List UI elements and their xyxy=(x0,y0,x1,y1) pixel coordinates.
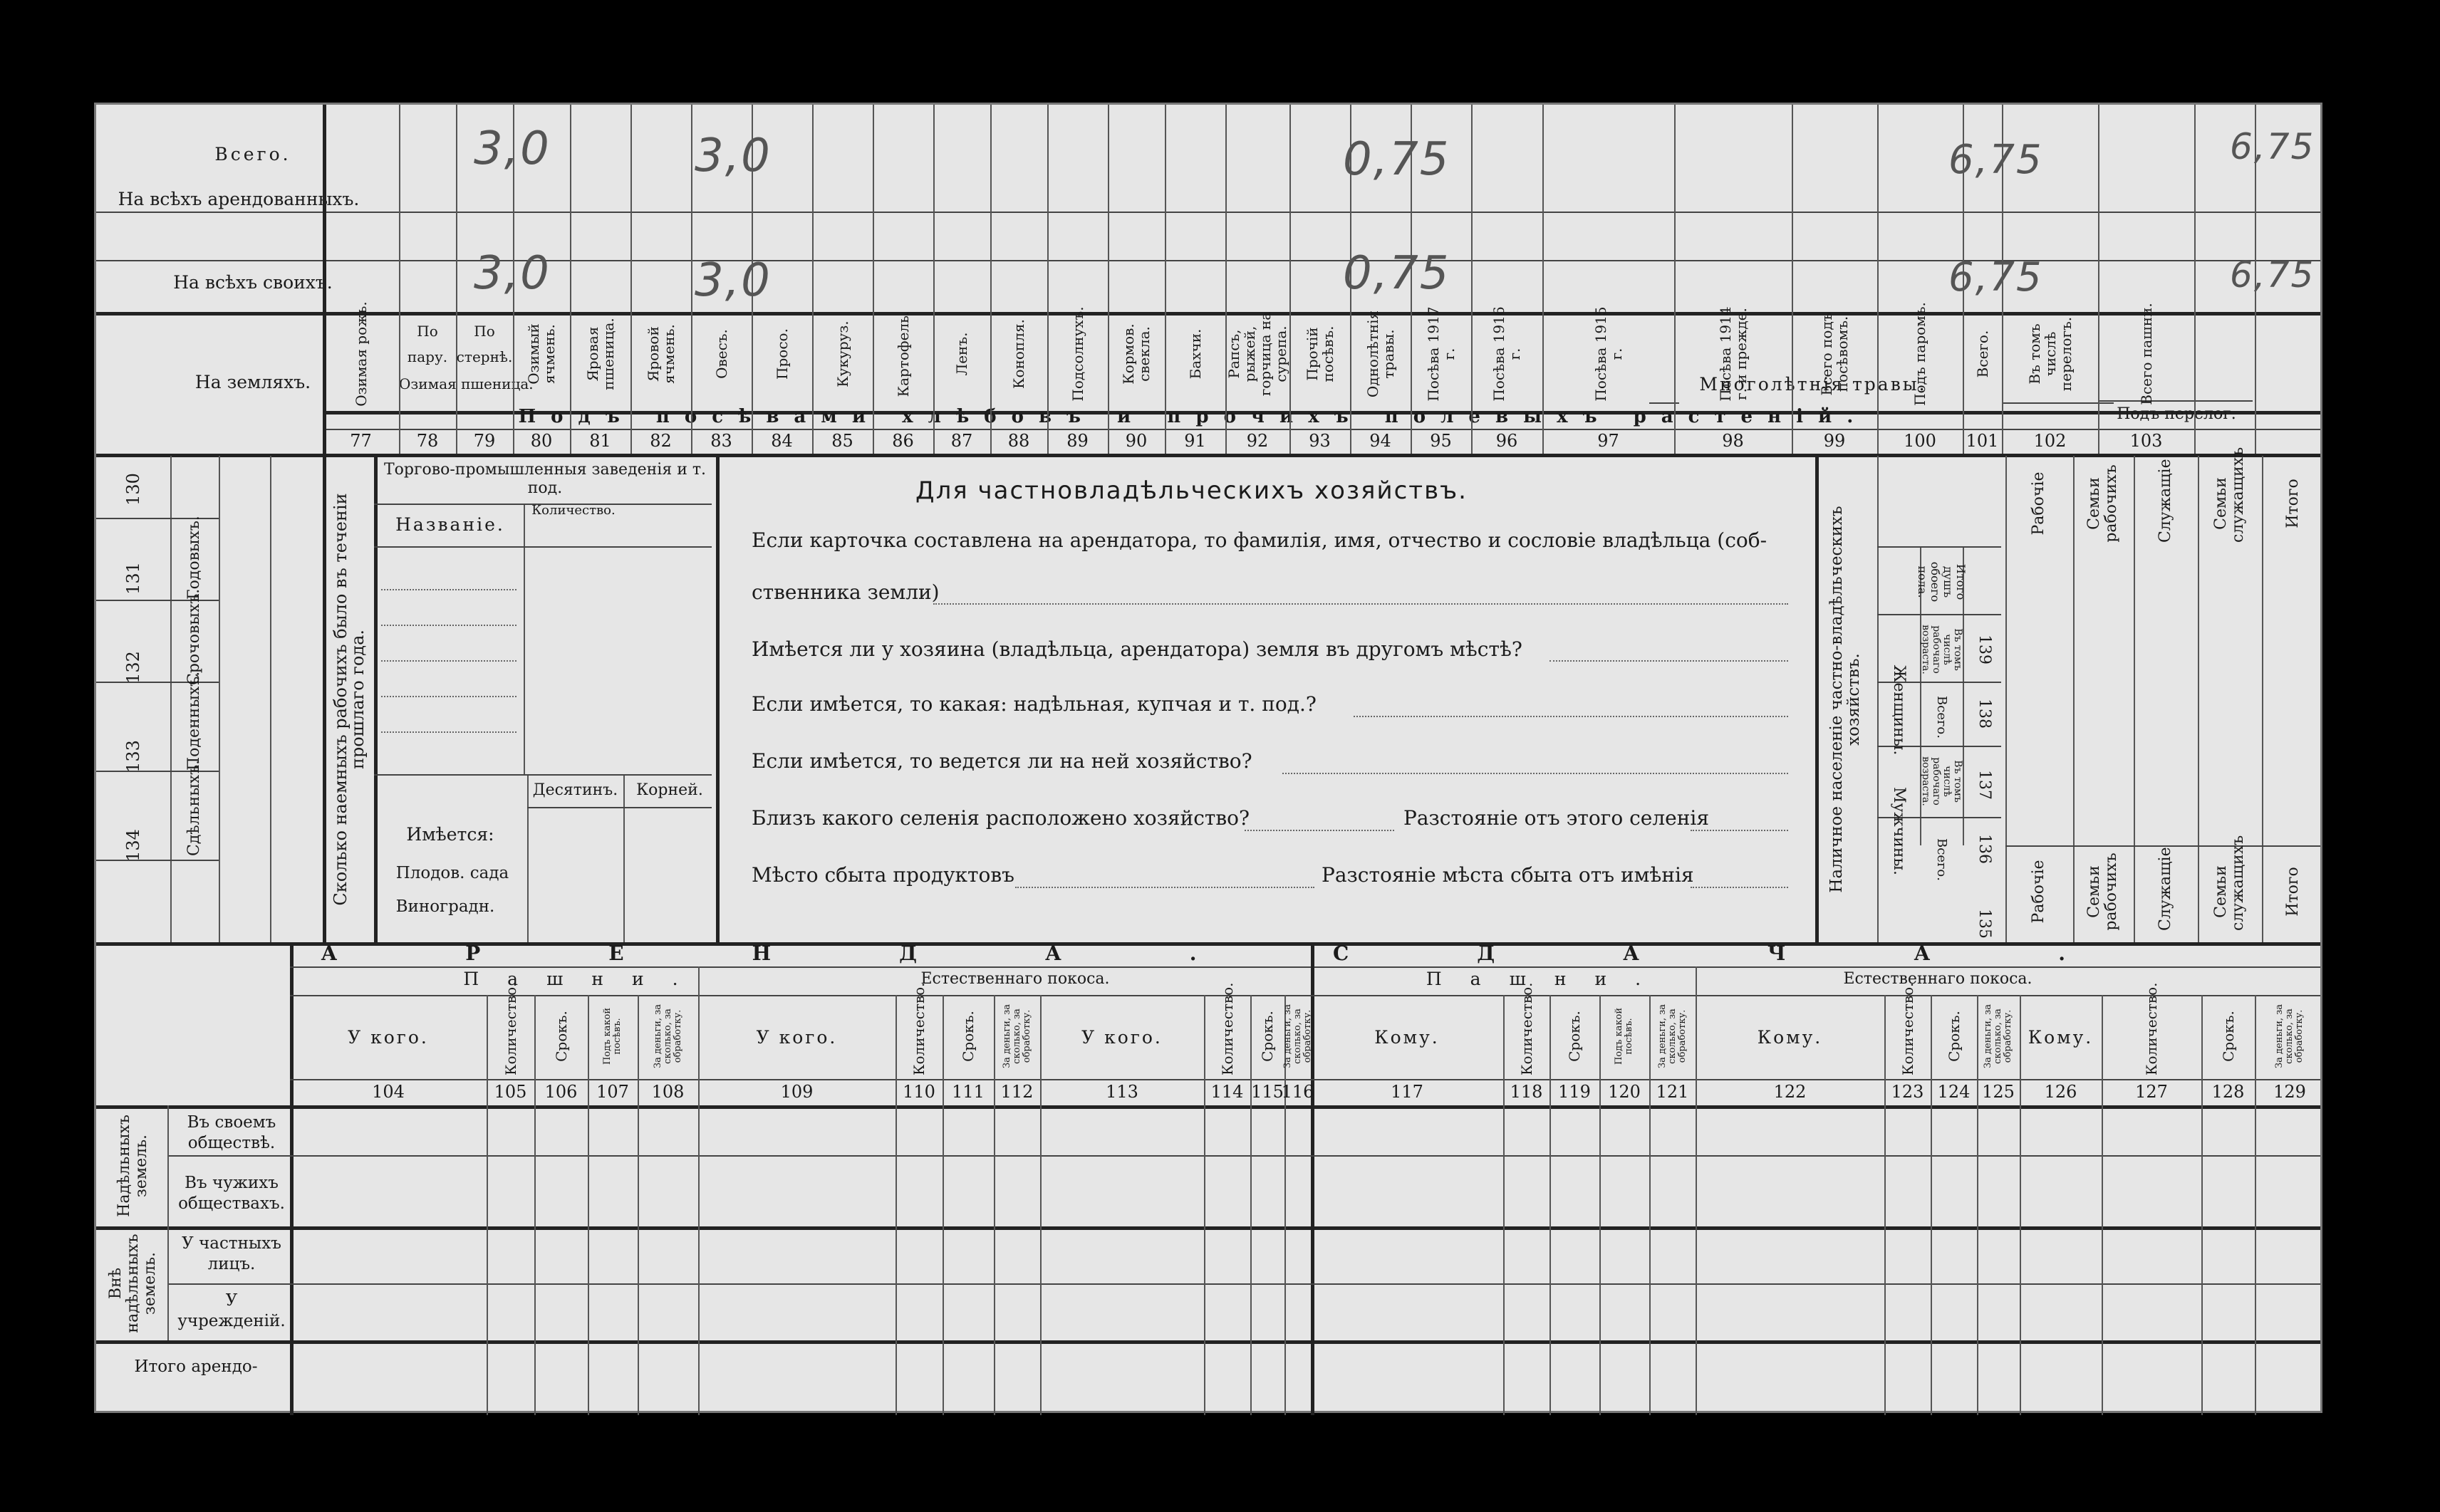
lease-number-120: 120 xyxy=(1608,1082,1641,1102)
grid-line xyxy=(513,105,514,454)
worker-type-1: Срочовыхъ. xyxy=(185,588,203,685)
row-rented-label: На всѣхъ арендованныхъ. xyxy=(118,189,360,209)
grid-line xyxy=(1696,995,1697,1415)
grid-line xyxy=(2201,995,2203,1415)
grid-line xyxy=(1165,105,1166,454)
row-own-label: На всѣхъ своихъ. xyxy=(173,272,333,293)
crop-number-92: 92 xyxy=(1246,431,1269,451)
trade-name-header: Названiе. xyxy=(395,514,505,535)
lease-number-113: 113 xyxy=(1106,1082,1138,1102)
hired-workers-label: Сколько наемныхъ рабочихъ было въ теченiи прошлаго года. xyxy=(331,493,368,906)
trade-desyatin-header: Десятинъ. xyxy=(532,781,618,799)
grid-line xyxy=(943,995,944,1415)
grid-line xyxy=(2102,995,2103,1415)
crop-label-21: Посѣва 1914 г. и прежде. xyxy=(1716,306,1750,402)
men-total-label: Всего. xyxy=(1934,838,1949,881)
crop-label-24: Всего. xyxy=(1973,330,1991,378)
lease-number-106: 106 xyxy=(544,1082,578,1102)
grid-line xyxy=(1649,995,1651,1415)
grid-line xyxy=(1877,105,1879,454)
crop-number-99: 99 xyxy=(1823,431,1846,451)
women-total-label: Всего. xyxy=(1934,696,1949,739)
hw-81-own: 3,0 xyxy=(695,254,772,307)
crop-label-14: Бахчи. xyxy=(1186,328,1204,380)
pop-number-136: 136 xyxy=(1976,834,1993,864)
row-group-vne: Внѣ надѣльныхъ земель. xyxy=(107,1234,159,1333)
crop-number-90: 90 xyxy=(1125,431,1148,451)
grid-line xyxy=(1549,995,1551,1415)
hw-99-own: 6,75 xyxy=(1948,254,2043,301)
private-title: Для частновладѣльческихъ хозяйствъ. xyxy=(915,476,1468,505)
lease-header-108: За деньги, за сколько, за обработку. xyxy=(652,1004,683,1069)
hw-78-total: 3,0 xyxy=(474,122,551,175)
lease-header-110: Количество. xyxy=(910,982,928,1075)
hw-91-own: 0,75 xyxy=(1343,247,1450,300)
grid-line xyxy=(1599,995,1601,1415)
grid-line xyxy=(630,105,632,454)
worker-number-134: 134 xyxy=(123,829,143,862)
population-label: Наличное населенiе частно-владѣльческихъ хозяйствъ. xyxy=(1827,506,1863,893)
lease-header-113: У кого. xyxy=(1081,1027,1163,1048)
women-workers-label: Въ томъ числѣ рабочаго возраста. xyxy=(1920,625,1963,674)
crop-number-96: 96 xyxy=(1495,431,1518,451)
q-owner-b: ственника земли) xyxy=(752,580,940,604)
fallow-label: Подъ перелог. xyxy=(2117,405,2236,423)
lease-number-105: 105 xyxy=(494,1082,527,1102)
vineyards-label: Виноградн. xyxy=(395,897,495,916)
crop-label-4: Яровая пшеница. xyxy=(583,318,617,390)
crop-label-12: Подсолнухъ. xyxy=(1069,306,1086,402)
pop-group-bottom-1: Семьи рабочихъ xyxy=(2085,853,2120,931)
worker-number-132: 132 xyxy=(123,651,143,684)
trade-has-label: Имѣется: xyxy=(406,824,494,845)
lease-header-128: Срокъ. xyxy=(2219,1011,2237,1062)
crop-number-78: 78 xyxy=(416,431,439,451)
lease-number-108: 108 xyxy=(651,1082,685,1102)
grid-line xyxy=(2002,105,2003,454)
lease-number-128: 128 xyxy=(2211,1082,2245,1102)
trade-roots-header: Корней. xyxy=(636,781,703,799)
lease-header-115: Срокъ. xyxy=(1259,1011,1276,1062)
row-total-rented: Итого арендо- xyxy=(134,1357,258,1376)
crop-number-85: 85 xyxy=(831,431,853,451)
row-other-society: Въ чужихъ обществахъ. xyxy=(178,1174,285,1213)
trade-qty-header: Количество. xyxy=(531,503,616,518)
crop-label-22: Всего подъ посѣвомъ. xyxy=(1818,312,1851,396)
q-market-distance: Разстоянiе мѣста сбыта отъ имѣнiя xyxy=(1322,863,1694,887)
crop-label-2: По стернѣ. xyxy=(456,323,513,365)
crop-label-20: Посѣва 1915 г. xyxy=(1592,306,1625,402)
crop-label-17: Однолѣтнiя травы. xyxy=(1364,310,1397,398)
crop-number-79: 79 xyxy=(473,431,496,451)
crop-label-7: Просо. xyxy=(773,328,791,380)
lease-number-117: 117 xyxy=(1391,1082,1423,1102)
lease-number-119: 119 xyxy=(1558,1082,1591,1102)
pop-group-bottom-4: Итого xyxy=(2284,867,2302,917)
crop-label-23: Подъ паромъ. xyxy=(1911,302,1928,406)
row-onlands-label: На земляхъ. xyxy=(194,372,311,392)
lease-number-116: 116 xyxy=(1281,1082,1314,1102)
worker-number-130: 130 xyxy=(123,473,143,506)
crop-number-97: 97 xyxy=(1597,431,1619,451)
pop-group-bottom-0: Рабочiе xyxy=(2030,860,2047,924)
crops-banner: Подъ посѣвами хлѣбовъ и прочихъ полевыхъ растенiй. xyxy=(518,406,1869,427)
lease-number-109: 109 xyxy=(780,1082,814,1102)
lease-number-104: 104 xyxy=(372,1082,405,1102)
q-farming: Если имѣется, то ведется ли на ней хозяйство? xyxy=(752,749,1252,773)
grid-line xyxy=(534,995,536,1415)
lease-number-110: 110 xyxy=(903,1082,935,1102)
crop-label-13: Кормов. свекла. xyxy=(1120,323,1153,385)
crop-label-18: Посѣва 1917 г. xyxy=(1424,306,1458,402)
q-owner-a: Если карточка составлена на арендатора, то фамилiя, имя, отчество и сословiе владѣльца (соб- xyxy=(752,528,1767,552)
lease-header-125: За деньги, за сколько, за обработку. xyxy=(1983,1004,2013,1069)
grid-line xyxy=(399,105,400,454)
crop-number-100: 100 xyxy=(1904,431,1936,451)
lease-number-107: 107 xyxy=(596,1082,629,1102)
perennial-grass-label: Многолѣтнiя травы. xyxy=(1699,374,1927,395)
crop-label-1: По пару. xyxy=(407,323,448,365)
crop-label-9: Картофель. xyxy=(894,311,912,397)
grid-line xyxy=(638,995,639,1415)
crop-label-0: Озимая рожь. xyxy=(352,301,370,407)
arenda-title: АРЕНДА. xyxy=(321,942,1325,965)
row-group-nadel: Надѣльныхъ земель. xyxy=(115,1115,150,1217)
census-card xyxy=(94,103,2322,1413)
lease-header-120: Подъ какой посѣвъ. xyxy=(1614,1007,1634,1065)
lease-header-119: Срокъ. xyxy=(1566,1011,1583,1062)
grid-line xyxy=(1471,105,1473,454)
grid-line xyxy=(1674,105,1676,454)
grid-line xyxy=(2020,995,2021,1415)
lease-header-124: Срокъ. xyxy=(1945,1011,1963,1062)
grid-line xyxy=(1204,995,1205,1415)
q-land-type: Если имѣется, то какая: надѣльная, купчая и т. под.? xyxy=(752,692,1317,716)
pop-number-139: 139 xyxy=(1976,635,1993,664)
crop-number-84: 84 xyxy=(771,431,793,451)
crop-number-77: 77 xyxy=(350,431,372,451)
crop-label-19: Посѣва 1916 г. xyxy=(1490,306,1523,402)
men-workers-label: Въ томъ числѣ рабочаго возраста. xyxy=(1920,756,1963,806)
lease-number-115: 115 xyxy=(1251,1082,1284,1102)
lease-number-111: 111 xyxy=(952,1082,985,1102)
lease-header-118: Количество. xyxy=(1517,982,1535,1075)
grid-line xyxy=(933,105,935,454)
crop-number-102: 102 xyxy=(2033,431,2067,451)
crop-number-95: 95 xyxy=(1430,431,1452,451)
hw-103-own: 6,75 xyxy=(2230,254,2315,296)
lease-header-111: Срокъ. xyxy=(960,1011,977,1062)
crop-number-86: 86 xyxy=(892,431,914,451)
grid-line xyxy=(1696,966,1697,995)
pop-group-top-4: Итого xyxy=(2284,479,2302,528)
q-village-distance: Разстоянiе отъ этого селенiя xyxy=(1403,806,1709,830)
crop-number-98: 98 xyxy=(1722,431,1744,451)
lease-header-106: Срокъ. xyxy=(552,1011,570,1062)
worker-type-3: Сдѣльныхъ. xyxy=(185,759,203,856)
hw-91-total: 0,75 xyxy=(1343,133,1450,186)
grid-line xyxy=(691,105,692,454)
crop-label-8: Кукуруз. xyxy=(834,320,851,387)
crop-number-83: 83 xyxy=(710,431,732,451)
crop-label-25: Въ томъ числѣ перелогъ. xyxy=(2025,316,2075,392)
q-market: Мѣсто сбыта продуктовъ xyxy=(752,863,1014,887)
grid-line xyxy=(1289,105,1291,454)
grid-line xyxy=(698,995,700,1415)
lease-number-112: 112 xyxy=(1000,1082,1034,1102)
pop-number-138: 138 xyxy=(1976,699,1993,729)
grid-line xyxy=(1040,995,1042,1415)
hw-103-total: 6,75 xyxy=(2230,126,2315,167)
arenda-pashni: Пашни. xyxy=(463,969,707,989)
row-total-label: Всего. xyxy=(214,144,291,165)
grid-line xyxy=(698,966,700,995)
workable-total-label: Итого душъ обоего пола. xyxy=(1916,561,1968,603)
lease-number-126: 126 xyxy=(2044,1082,2077,1102)
grid-line xyxy=(1931,995,1932,1415)
lease-header-127: Количество. xyxy=(2143,982,2160,1075)
pop-group-bottom-3: Семьи служащихъ xyxy=(2212,835,2247,931)
grid-line xyxy=(895,995,897,1415)
worker-number-133: 133 xyxy=(123,740,143,773)
lease-header-117: Кому. xyxy=(1374,1027,1440,1048)
grid-line xyxy=(2255,105,2256,454)
lease-header-116: За деньги, за сколько, за обработку. xyxy=(1282,1004,1313,1069)
grid-line xyxy=(1963,105,1964,454)
trade-title: Торгово-промышленныя заведенiя и т. под. xyxy=(383,461,707,497)
grid-line xyxy=(873,105,874,454)
lease-number-124: 124 xyxy=(1937,1082,1971,1102)
lease-number-114: 114 xyxy=(1210,1082,1244,1102)
pop-group-top-0: Рабочiе xyxy=(2030,471,2047,536)
lease-header-122: Кому. xyxy=(1757,1027,1823,1048)
sdacha-title: СДАЧА. xyxy=(1332,942,2194,965)
crop-number-88: 88 xyxy=(1007,431,1030,451)
lease-number-121: 121 xyxy=(1656,1082,1689,1102)
grid-line xyxy=(1350,105,1351,454)
crop-label-3: Озимый ячмень. xyxy=(525,323,558,385)
sdacha-pokos: Естественнаго покоса. xyxy=(1843,970,2033,988)
lease-number-125: 125 xyxy=(1982,1082,2015,1102)
crop-number-80: 80 xyxy=(530,431,553,451)
worker-type-2: Поденныхъ. xyxy=(185,671,203,771)
grid-line xyxy=(487,995,488,1415)
crop-label-26: Всего пашни. xyxy=(2137,303,2155,405)
pop-group-top-3: Семьи служащихъ xyxy=(2212,447,2247,543)
crop-number-93: 93 xyxy=(1309,431,1331,451)
grid-line xyxy=(1542,105,1544,454)
row-own-society: Въ своемъ обществѣ. xyxy=(187,1113,276,1152)
lease-header-114: Количество. xyxy=(1218,982,1236,1075)
grid-line xyxy=(2255,995,2256,1415)
grid-line xyxy=(456,105,457,454)
pop-group-top-2: Служащiе xyxy=(2156,459,2174,543)
men-label: Мужчины. xyxy=(1890,786,1908,876)
women-label: Женщины. xyxy=(1890,664,1908,756)
lease-number-122: 122 xyxy=(1773,1082,1807,1102)
row-institutions: У учрежденiй. xyxy=(177,1291,286,1330)
lease-header-109: У кого. xyxy=(756,1027,838,1048)
lease-header-123: Количество. xyxy=(1899,982,1916,1075)
lease-number-118: 118 xyxy=(1510,1082,1543,1102)
grid-line xyxy=(752,105,753,454)
crop-label-10: Ленъ. xyxy=(953,332,970,376)
grid-line xyxy=(994,995,995,1415)
pop-group-top-1: Семьи рабочихъ xyxy=(2085,464,2120,543)
crop-number-101: 101 xyxy=(1966,431,1999,451)
lease-header-104: У кого. xyxy=(348,1027,429,1048)
grid-line xyxy=(570,105,571,454)
crop-label-15: Рапсъ, рыжей, горчица на сурепа. xyxy=(1225,311,1289,397)
arenda-pokos: Естественнаго покоса. xyxy=(920,970,1110,988)
worker-type-0: Годовыхъ. xyxy=(185,516,203,600)
crop-number-87: 87 xyxy=(950,431,973,451)
lease-header-121: За деньги, за сколько, за обработку. xyxy=(1656,1004,1688,1069)
hw-81-total: 3,0 xyxy=(695,130,772,182)
grid-line xyxy=(1884,995,1886,1415)
grid-line xyxy=(1047,105,1049,454)
pop-number-137: 137 xyxy=(1976,770,1993,800)
lease-header-126: Кому. xyxy=(2028,1027,2094,1048)
orchards-label: Плодов. сада xyxy=(395,864,509,882)
pop-group-bottom-2: Служащiе xyxy=(2156,847,2174,931)
lease-number-129: 129 xyxy=(2273,1082,2306,1102)
lease-header-112: За деньги, за сколько, за обработку. xyxy=(1001,1004,1032,1069)
lease-header-129: За деньги, за сколько, за обработку. xyxy=(2274,1004,2305,1069)
hw-99-total: 6,75 xyxy=(1948,137,2043,183)
crop-label-11: Конопля. xyxy=(1010,319,1027,389)
grid-line xyxy=(1977,995,1978,1415)
lease-number-123: 123 xyxy=(1891,1082,1924,1102)
crop-number-82: 82 xyxy=(650,431,672,451)
worker-number-131: 131 xyxy=(123,562,143,595)
row-private-persons: У частныхъ лицъ. xyxy=(182,1234,281,1273)
crop-number-81: 81 xyxy=(589,431,611,451)
crop-label-5: Яровой ячмень. xyxy=(644,324,678,384)
grid-line xyxy=(1503,995,1505,1415)
grid-line xyxy=(1250,995,1252,1415)
pop-number-135: 135 xyxy=(1976,909,1993,939)
q-village: Близъ какого селенiя расположено хозяйство? xyxy=(752,806,1250,830)
crop-number-103: 103 xyxy=(2129,431,2163,451)
crop-number-94: 94 xyxy=(1369,431,1391,451)
grid-line xyxy=(1411,105,1412,454)
grid-line xyxy=(2098,105,2099,454)
lease-header-105: Количество. xyxy=(502,982,519,1075)
crop-number-89: 89 xyxy=(1066,431,1089,451)
grid-line xyxy=(588,995,589,1415)
winter-wheat-label: Озимая пшеница. xyxy=(399,375,534,392)
sdacha-pashni: Пашни. xyxy=(1426,969,1670,989)
hw-78-own: 3,0 xyxy=(474,247,551,300)
crop-label-16: Прочiй посѣвъ. xyxy=(1303,325,1336,382)
lease-header-107: Подъ какой посѣвъ. xyxy=(602,1007,623,1065)
crop-label-6: Овесъ. xyxy=(712,329,730,379)
crop-number-91: 91 xyxy=(1184,431,1206,451)
grid-line xyxy=(1792,105,1793,454)
grid-line xyxy=(990,105,992,454)
grid-line xyxy=(2194,105,2196,454)
q-other-land: Имѣется ли у хозяина (владѣльца, арендатора) земля въ другомъ мѣстѣ? xyxy=(752,637,1522,661)
grid-line xyxy=(1108,105,1109,454)
lease-number-127: 127 xyxy=(2135,1082,2168,1102)
grid-line xyxy=(812,105,814,454)
